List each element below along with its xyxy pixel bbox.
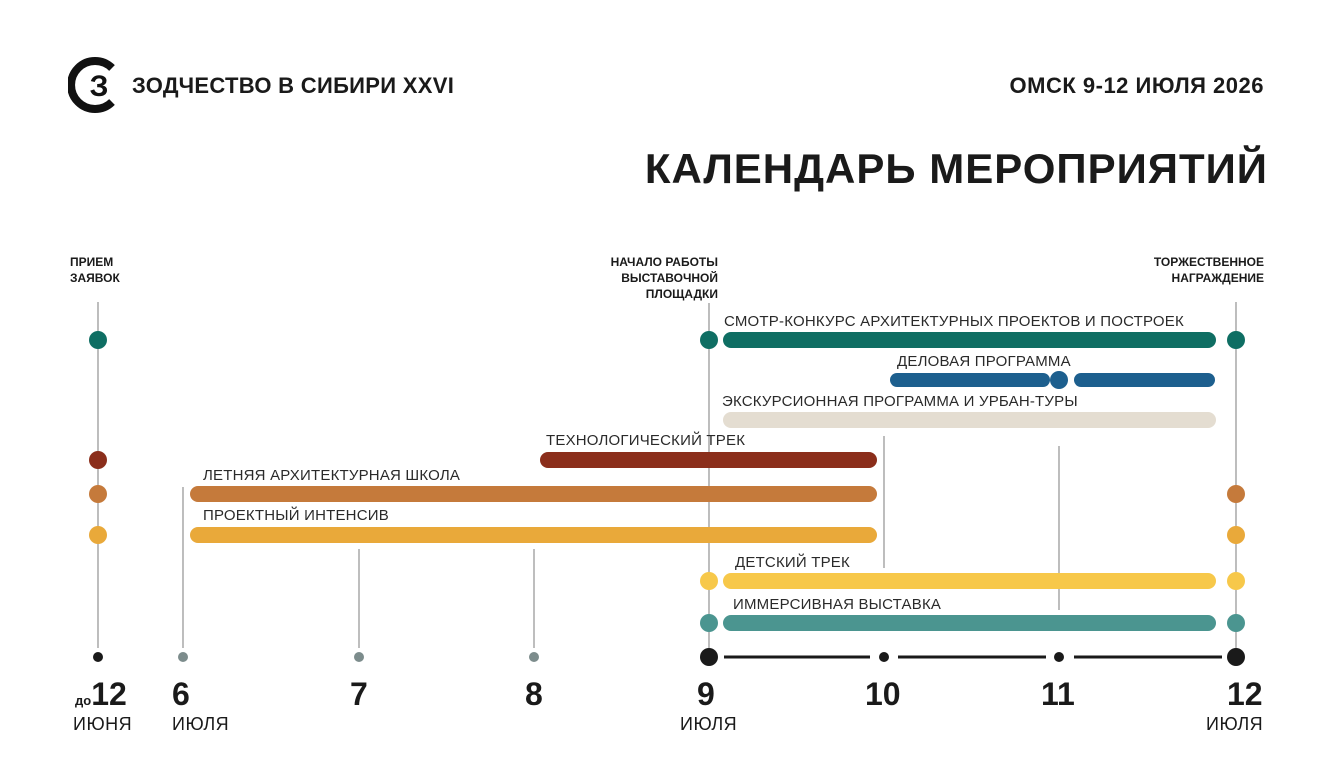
milestone-exhibition-start: НАЧАЛО РАБОТЫ ВЫСТАВОЧНОЙ ПЛОЩАДКИ — [610, 255, 718, 301]
track-dot-tech — [89, 451, 107, 469]
date-month-june: ИЮНЯ — [73, 714, 133, 734]
date-day: 12 — [91, 676, 127, 712]
axis-dot-jul-9 — [700, 648, 718, 666]
track-dot-summer-school — [89, 485, 107, 503]
date-day-11: 11 — [1041, 676, 1075, 712]
axis-dot — [354, 652, 364, 662]
date-day-8: 8 — [525, 676, 543, 712]
milestone-applications: ПРИЕМ ЗАЯВОК — [70, 255, 120, 285]
date-month-july-9: ИЮЛЯ — [680, 714, 738, 734]
date-day-9: 9 — [697, 676, 715, 712]
track-dot-kids — [1227, 572, 1245, 590]
brand-title: ЗОДЧЕСТВО В СИБИРИ XXVI — [132, 73, 455, 98]
track-dot-kids — [700, 572, 718, 590]
date-day-6: 6 — [172, 676, 190, 712]
date-jun-12 — [75, 678, 127, 710]
track-label-contest: СМОТР-КОНКУРС АРХИТЕКТУРНЫХ ПРОЕКТОВ И ПОСТРОЕК — [724, 313, 1184, 330]
track-label-tech: ТЕХНОЛОГИЧЕСКИЙ ТРЕК — [546, 432, 746, 449]
date-month-july-6: ИЮЛЯ — [172, 714, 230, 734]
page-title: КАЛЕНДАРЬ МЕРОПРИЯТИЙ — [644, 145, 1268, 192]
track-dot-summer-school — [1227, 485, 1245, 503]
track-dot-immersive — [1227, 614, 1245, 632]
track-label-business: ДЕЛОВАЯ ПРОГРАММА — [897, 353, 1071, 370]
date-day-12: 12 — [1227, 676, 1263, 712]
track-dot-business — [1050, 371, 1068, 389]
event-location-dates: ОМСК 9-12 ИЮЛЯ 2026 — [1009, 73, 1264, 98]
track-label-intensive: ПРОЕКТНЫЙ ИНТЕНСИВ — [203, 507, 389, 524]
milestone-awards: ТОРЖЕСТВЕННОЕ НАГРАЖДЕНИЕ — [1153, 255, 1264, 285]
date-prefix: до — [75, 693, 92, 708]
axis-dot-jul-11 — [1054, 652, 1064, 662]
track-dot-immersive — [700, 614, 718, 632]
track-dot-contest — [700, 331, 718, 349]
axis-dot — [178, 652, 188, 662]
date-day-10: 10 — [865, 676, 901, 712]
axis-dot-jul-10 — [879, 652, 889, 662]
axis-dot — [529, 652, 539, 662]
date-month-july-12: ИЮЛЯ — [1206, 714, 1264, 734]
axis-dot-jul-12 — [1227, 648, 1245, 666]
track-dot-intensive — [1227, 526, 1245, 544]
track-label-immersive: ИММЕРСИВНАЯ ВЫСТАВКА — [733, 596, 942, 613]
track-dot-intensive — [89, 526, 107, 544]
track-dot-contest — [89, 331, 107, 349]
track-label-excursions: ЭКСКУРСИОННАЯ ПРОГРАММА И УРБАН-ТУРЫ — [722, 393, 1078, 410]
track-dot-contest — [1227, 331, 1245, 349]
track-label-summer-school: ЛЕТНЯЯ АРХИТЕКТУРНАЯ ШКОЛА — [203, 467, 461, 484]
track-label-kids: ДЕТСКИЙ ТРЕК — [735, 554, 850, 571]
axis-dot-jun-12 — [93, 652, 103, 662]
date-day-7: 7 — [350, 676, 368, 712]
logo-glyph: З — [89, 70, 109, 103]
